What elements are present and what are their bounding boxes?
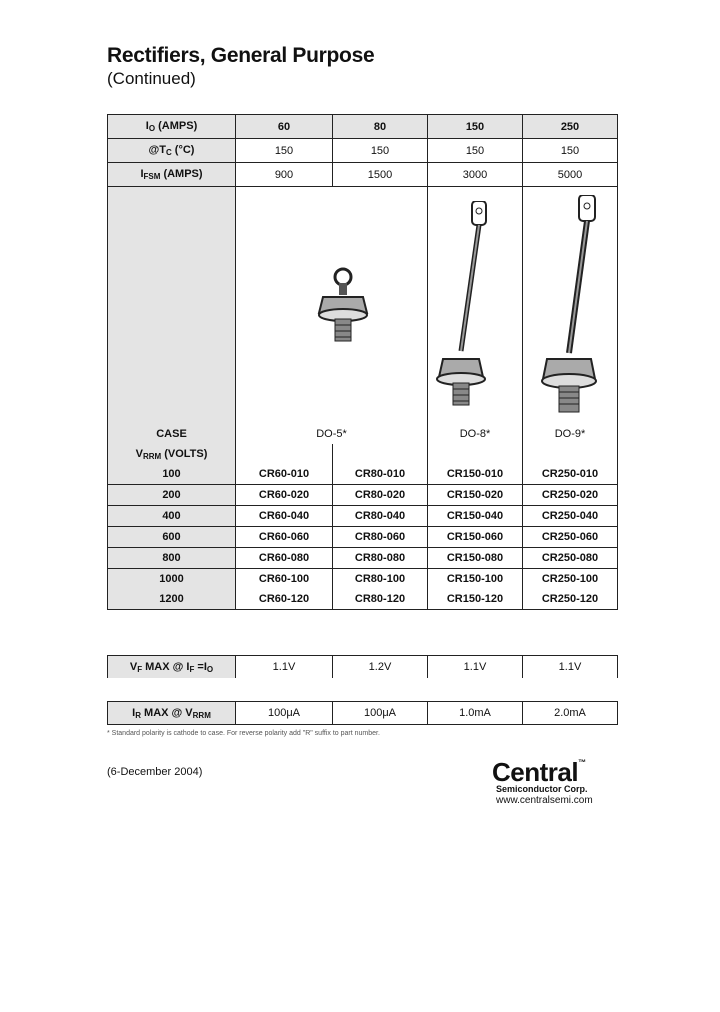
vf-value: 1.2V: [333, 656, 428, 679]
vf-row: [108, 656, 618, 679]
part-number: CR60-120: [236, 589, 333, 610]
vrrm-value: 1000: [108, 569, 236, 590]
vrrm-value: 1200: [108, 589, 236, 610]
part-number: CR60-040: [236, 506, 333, 527]
package-image-row: [108, 187, 618, 425]
revision-date: (6-December 2004): [107, 766, 203, 778]
tc-value: 150: [523, 139, 618, 163]
io-label: $I_O$ (AMPS): [108, 115, 236, 139]
io-value: 150: [428, 115, 523, 139]
part-number: CR250-060: [523, 527, 618, 548]
ifsm-value: 3000: [428, 163, 523, 187]
io-value: 60: [236, 115, 333, 139]
ir-row: [108, 702, 618, 725]
part-number: CR150-040: [428, 506, 523, 527]
tc-row: [108, 139, 618, 163]
ir-value: 1.0mA: [428, 702, 523, 725]
do5-package-image: [311, 263, 371, 363]
io-value: 250: [523, 115, 618, 139]
table-row: [108, 464, 618, 485]
ir-table: [107, 701, 618, 725]
io-row: [108, 115, 618, 139]
part-number: CR60-080: [236, 548, 333, 569]
part-number: CR60-060: [236, 527, 333, 548]
part-number: CR80-120: [333, 589, 428, 610]
vrrm-value: 400: [108, 506, 236, 527]
table-row: [108, 506, 618, 527]
part-number: CR60-020: [236, 485, 333, 506]
table-row: [108, 569, 618, 590]
vf-value: 1.1V: [428, 656, 523, 679]
part-number: CR80-010: [333, 464, 428, 485]
footnote: * Standard polarity is cathode to case. For reverse polarity add "R" suffix to part number.: [107, 730, 380, 737]
part-number: CR250-080: [523, 548, 618, 569]
part-number: CR150-080: [428, 548, 523, 569]
table-row: [108, 589, 618, 610]
do9-package-image: [541, 195, 601, 417]
vrrm-value: 200: [108, 485, 236, 506]
table-row: [108, 485, 618, 506]
table-row: [108, 548, 618, 569]
part-number: CR80-060: [333, 527, 428, 548]
tc-value: 150: [428, 139, 523, 163]
package-image-cell-do5: [236, 187, 428, 425]
table-row: [108, 527, 618, 548]
do8-package-image: [433, 201, 493, 413]
ifsm-row: [108, 163, 618, 187]
company-logo: Central™: [492, 757, 586, 787]
tc-value: 150: [236, 139, 333, 163]
tc-value: 150: [333, 139, 428, 163]
vrrm-value: 800: [108, 548, 236, 569]
case-row: [108, 424, 618, 444]
vf-value: 1.1V: [236, 656, 333, 679]
vrrm-value: 600: [108, 527, 236, 548]
part-number: CR80-080: [333, 548, 428, 569]
ir-value: 100μA: [236, 702, 333, 725]
vrrm-label: $V_{RRM}$ (VOLTS): [108, 444, 236, 464]
part-number: CR150-120: [428, 589, 523, 610]
part-number: CR60-010: [236, 464, 333, 485]
part-number: CR150-010: [428, 464, 523, 485]
part-number: CR250-100: [523, 569, 618, 590]
part-number: CR250-020: [523, 485, 618, 506]
case-label: CASE: [108, 424, 236, 444]
io-value: 80: [333, 115, 428, 139]
vf-label: $V_F$ MAX @ $I_F =I_O$: [108, 656, 236, 679]
vrrm-label-row: [108, 444, 618, 464]
part-number: CR250-120: [523, 589, 618, 610]
case-value: DO-5*: [236, 424, 428, 444]
part-number: CR150-100: [428, 569, 523, 590]
vf-table: [107, 655, 618, 678]
ir-label: $I_R$ MAX @ $V_{RRM}$: [108, 702, 236, 725]
company-url[interactable]: www.centralsemi.com: [496, 795, 593, 806]
package-label-cell: [108, 187, 236, 425]
ifsm-label: $I_{FSM}$ (AMPS): [108, 163, 236, 187]
part-number: CR80-040: [333, 506, 428, 527]
ir-value: 2.0mA: [523, 702, 618, 725]
package-image-cell-do9: [523, 187, 618, 425]
package-image-cell-do8: [428, 187, 523, 425]
page-subtitle: (Continued): [107, 69, 196, 88]
rectifier-spec-table: [107, 114, 618, 610]
part-number: CR80-100: [333, 569, 428, 590]
page-title: Rectifiers, General Purpose: [107, 44, 375, 67]
ifsm-value: 900: [236, 163, 333, 187]
vrrm-value: 100: [108, 464, 236, 485]
part-number: CR150-020: [428, 485, 523, 506]
ifsm-value: 1500: [333, 163, 428, 187]
part-number: CR80-020: [333, 485, 428, 506]
part-number: CR250-040: [523, 506, 618, 527]
part-number: CR150-060: [428, 527, 523, 548]
case-value: DO-8*: [428, 424, 523, 444]
part-number: CR60-100: [236, 569, 333, 590]
case-value: DO-9*: [523, 424, 618, 444]
ifsm-value: 5000: [523, 163, 618, 187]
ir-value: 100μA: [333, 702, 428, 725]
tc-label: $@T_C$ (°C): [108, 139, 236, 163]
vf-value: 1.1V: [523, 656, 618, 679]
part-number: CR250-010: [523, 464, 618, 485]
company-subtitle: Semiconductor Corp.: [496, 784, 588, 794]
